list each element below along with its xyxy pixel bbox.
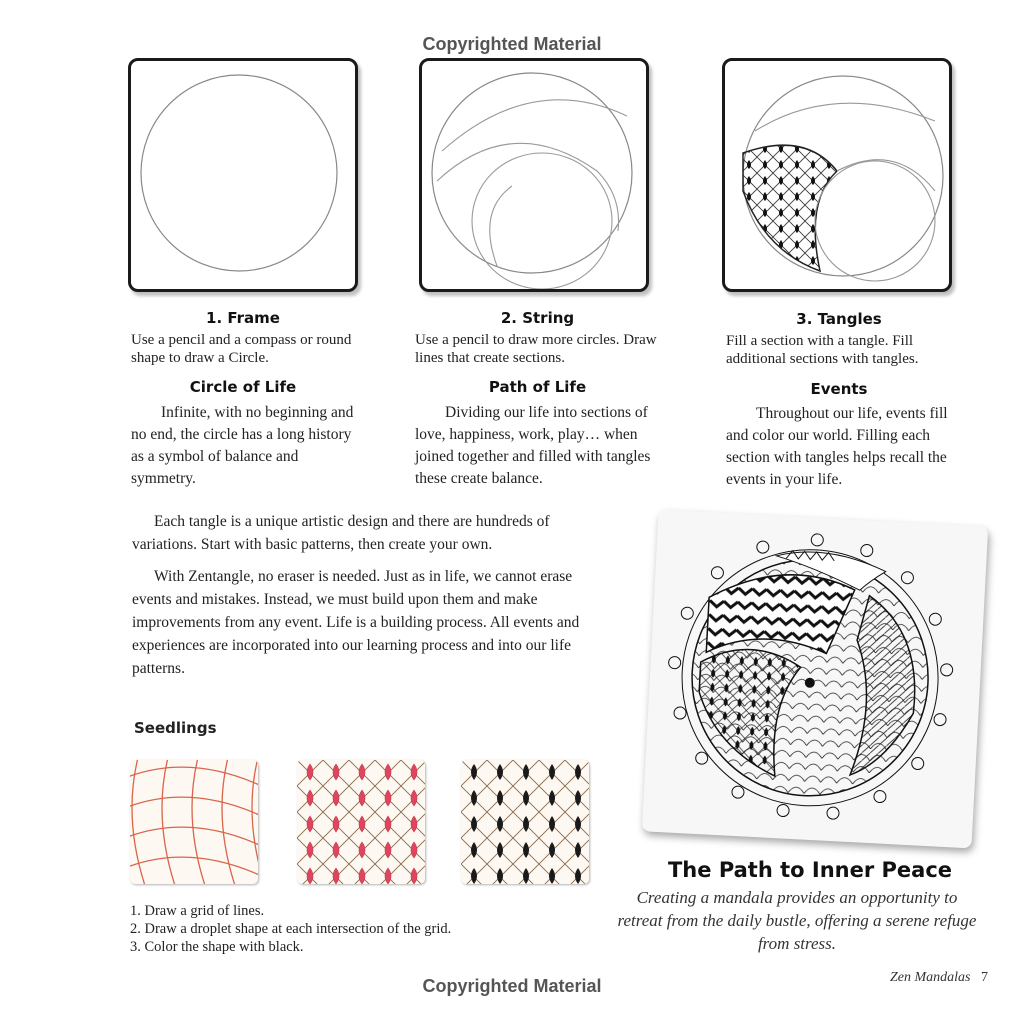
copyright-header: Copyrighted Material bbox=[422, 34, 602, 54]
seedlings-black-step bbox=[461, 760, 589, 884]
subtitle-events: Events bbox=[810, 380, 868, 398]
string-illustration bbox=[419, 58, 649, 292]
seedlings-step-3: 3. Color the shape with black. bbox=[130, 939, 304, 955]
step-title-frame: 1. Frame bbox=[206, 309, 280, 327]
subtitle-path-of-life: Path of Life bbox=[488, 378, 587, 396]
frame-illustration bbox=[128, 58, 358, 292]
feature-description: Creating a mandala provides an opportunity to retreat from the daily bustle, offering a serene refuge from stress. bbox=[617, 888, 977, 953]
page-number: 7 bbox=[981, 970, 988, 985]
seedlings-step-1: 1. Draw a grid of lines. bbox=[130, 903, 265, 919]
feature-title: The Path to Inner Peace bbox=[667, 858, 953, 882]
mandala-illustration bbox=[642, 510, 988, 849]
step-desc-tangles: Fill a section with a tangle. Fill additional sections with tangles. bbox=[726, 333, 919, 367]
tangles-illustration bbox=[722, 58, 952, 292]
book-title: Zen Mandalas bbox=[890, 970, 971, 985]
step-desc-frame: Use a pencil and a compass or round shape to draw a Circle. bbox=[131, 332, 352, 366]
subtitle-circle-of-life: Circle of Life bbox=[189, 378, 297, 396]
seedlings-droplet-step bbox=[297, 760, 425, 884]
copyright-footer: Copyrighted Material bbox=[422, 976, 602, 996]
seedlings-grid-step bbox=[130, 760, 258, 884]
paragraph-circle-of-life: Infinite, with no beginning and no end, the circle has a long history as a symbol of balance and symmetry. bbox=[131, 404, 354, 487]
paragraph-events: Throughout our life, events fill and color our world. Filling each section with tangles helps recall the events in your life. bbox=[726, 405, 948, 488]
page-footer bbox=[890, 970, 988, 986]
body-paragraph-2: With Zentangle, no eraser is needed. Just as in life, we cannot erase events and mistakes. Instead, we must build upon them and make improvements from any event. Life is a building process. All events and experiences are incorporated into our learning process and into our life patterns. bbox=[132, 568, 580, 677]
seedlings-step-2: 2. Draw a droplet shape at each intersection of the grid. bbox=[130, 921, 452, 937]
seedlings-instructions bbox=[130, 902, 451, 956]
body-paragraph-1: Each tangle is a unique artistic design and there are hundreds of variations. Start with basic patterns, then create your own. bbox=[132, 513, 550, 553]
seedlings-title: Seedlings bbox=[134, 719, 217, 737]
paragraph-path-of-life: Dividing our life into sections of love, happiness, work, play… when joined together and filled with tangles these create balance. bbox=[415, 404, 651, 487]
step-desc-string: Use a pencil to draw more circles. Draw lines that create sections. bbox=[415, 332, 657, 366]
step-title-tangles: 3. Tangles bbox=[796, 310, 882, 328]
step-title-string: 2. String bbox=[500, 309, 575, 327]
